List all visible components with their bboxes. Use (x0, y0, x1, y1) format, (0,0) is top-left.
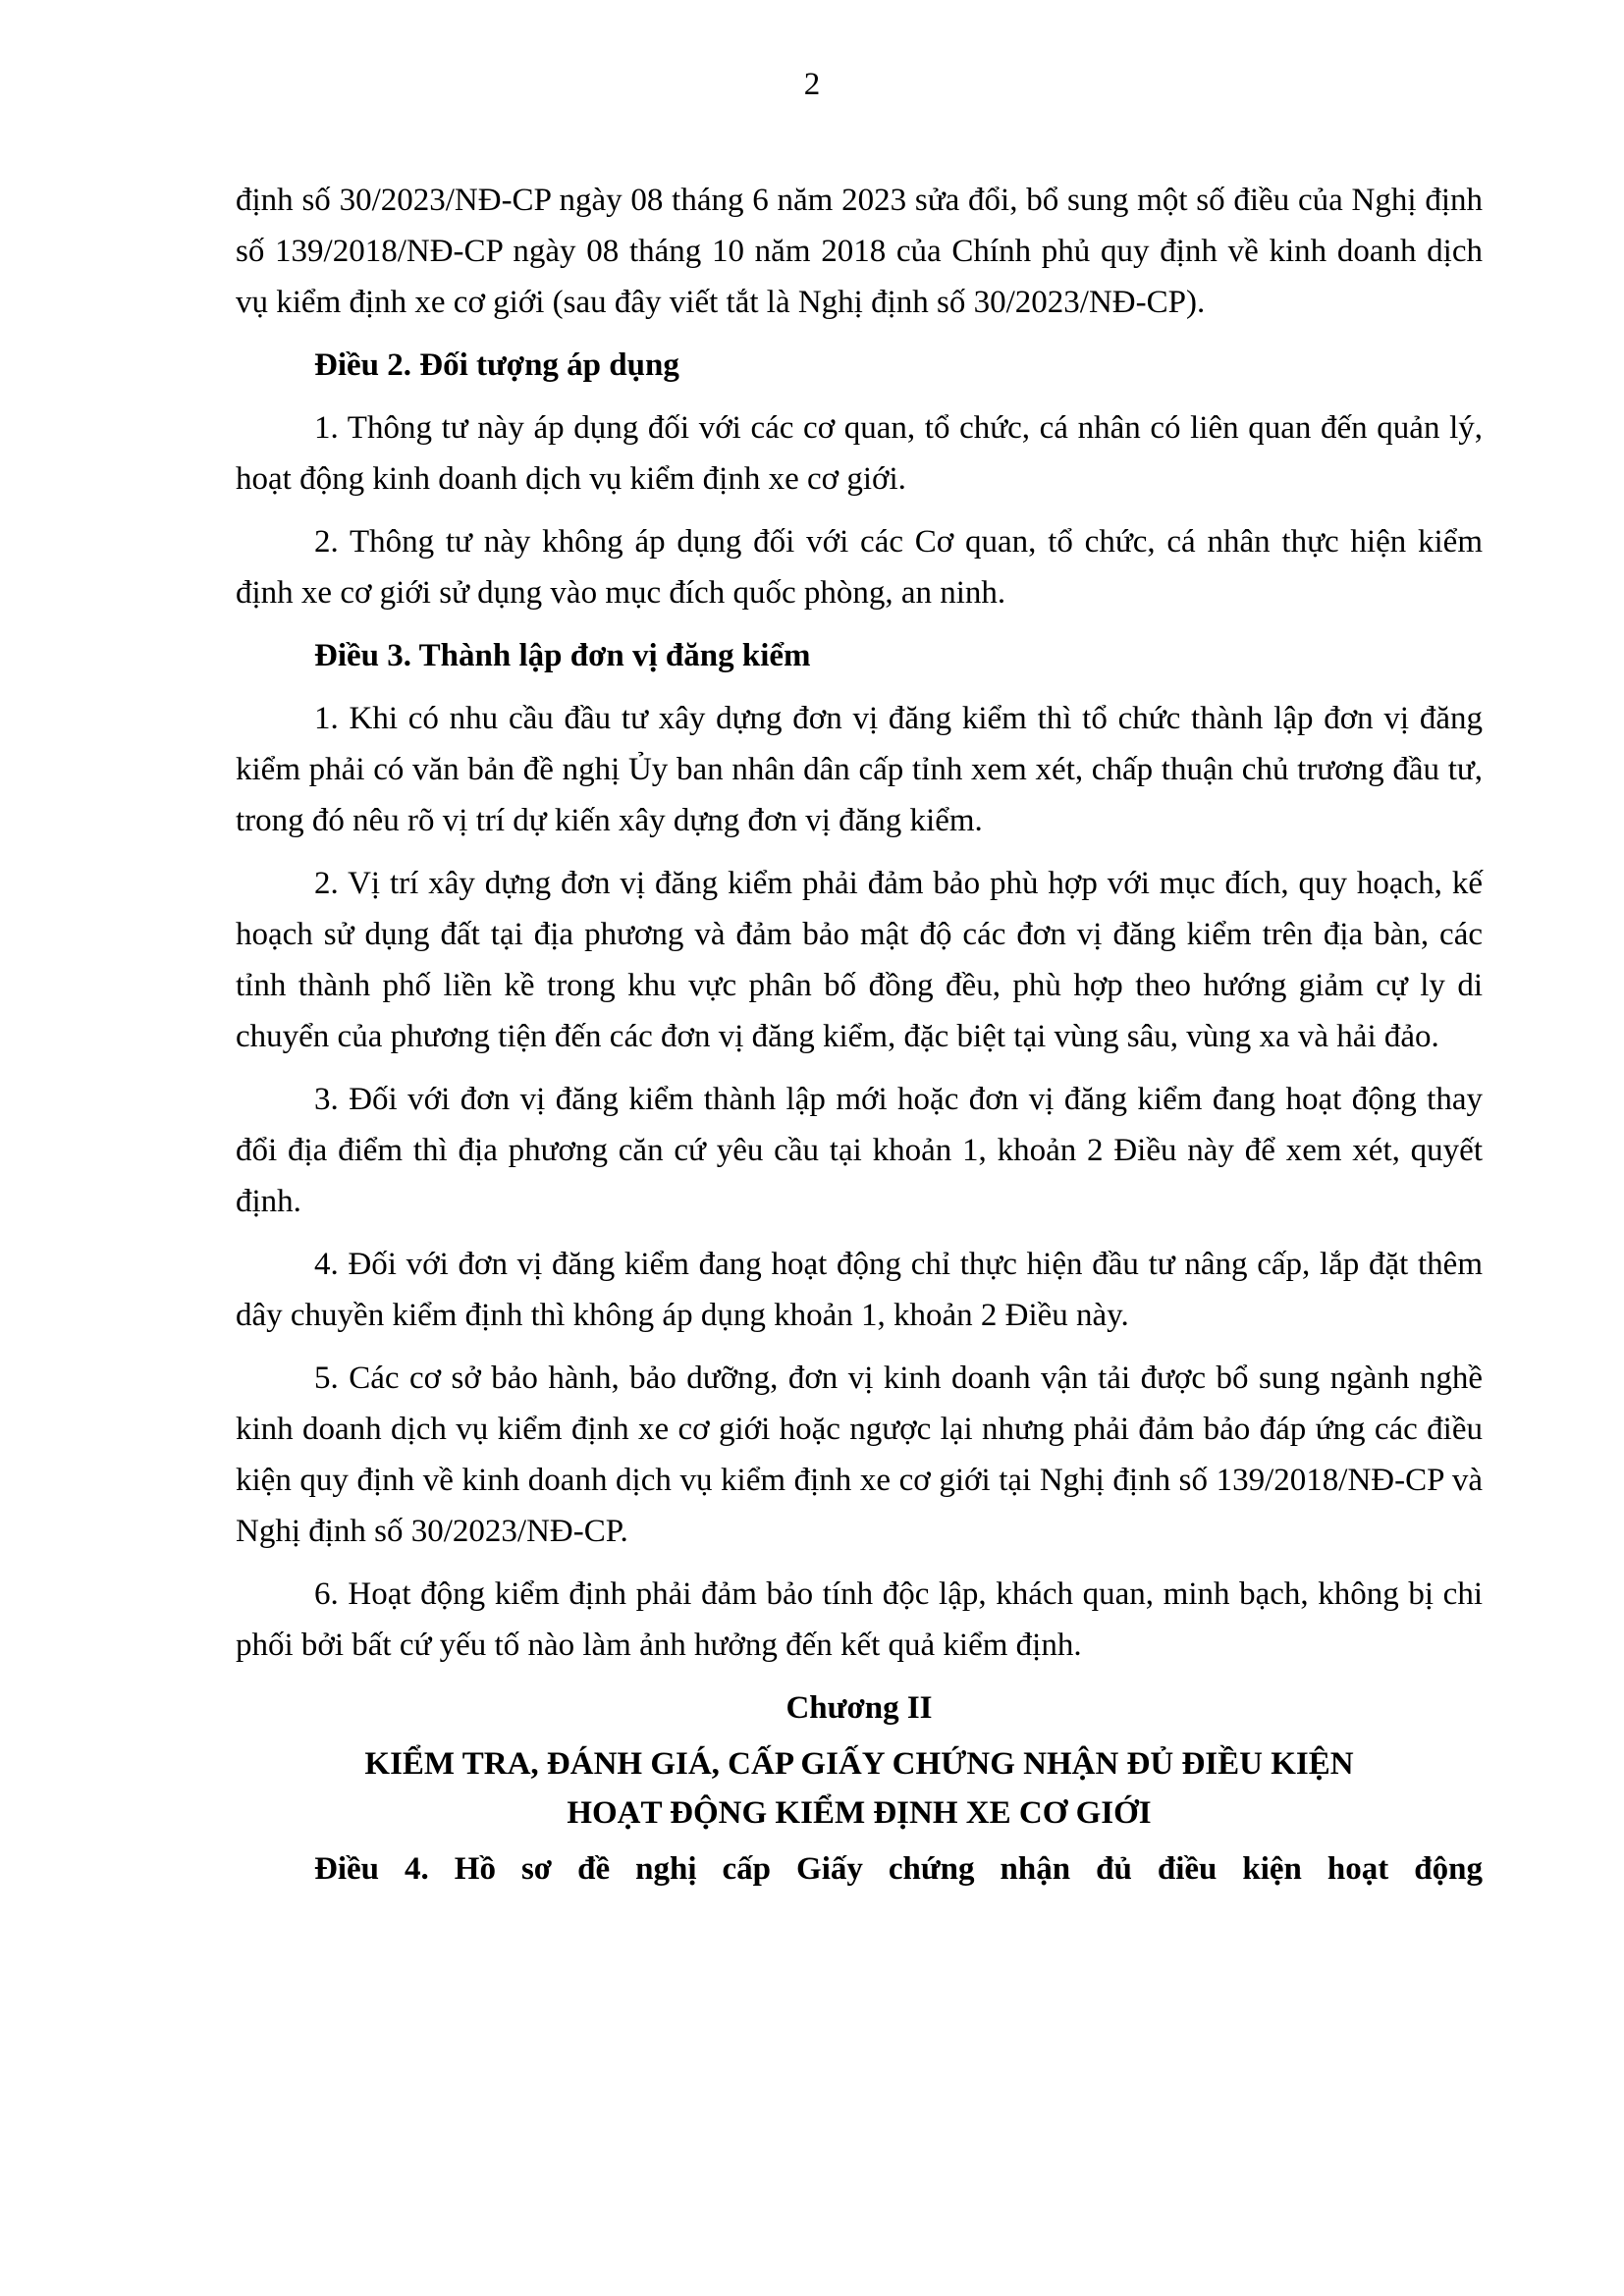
chapter-title-line-1: KIỂM TRA, ĐÁNH GIÁ, CẤP GIẤY CHỨNG NHẬN ĐỦ ĐIỀU KIỆN (364, 1746, 1354, 1782)
article-3-clause-4: 4. Đối với đơn vị đăng kiểm đang hoạt động chỉ thực hiện đầu tư nâng cấp, lắp đặt thêm dây chuyền kiểm định thì không áp dụng khoản 1, khoản 2 Điều này. (236, 1247, 1483, 1333)
article-3-clause-6: 6. Hoạt động kiểm định phải đảm bảo tính độc lập, khách quan, minh bạch, không bị chi phối bởi bất cứ yếu tố nào làm ảnh hưởng đến kết quả kiểm định. (236, 1576, 1483, 1663)
article-2-clause-2: 2. Thông tư này không áp dụng đối với các Cơ quan, tổ chức, cá nhân thực hiện kiểm định xe cơ giới sử dụng vào mục đích quốc phòng, an ninh. (236, 524, 1483, 611)
article-2-clause-1: 1. Thông tư này áp dụng đối với các cơ quan, tổ chức, cá nhân có liên quan đến quản lý, hoạt động kinh doanh dịch vụ kiểm định xe cơ giới. (236, 410, 1483, 497)
chapter-label: Chương II (785, 1690, 933, 1726)
chapter-title (236, 1739, 1483, 1838)
article-3-heading: Điều 3. Thành lập đơn vị đăng kiểm (314, 638, 811, 673)
article-3-clause-1: 1. Khi có nhu cầu đầu tư xây dựng đơn vị đăng kiểm thì tổ chức thành lập đơn vị đăng kiểm phải có văn bản đề nghị Ủy ban nhân dân cấp tỉnh xem xét, chấp thuận chủ trương đầu tư, trong đó nêu rõ vị trí dự kiến xây dựng đơn vị đăng kiểm. (236, 701, 1483, 838)
page-number: 2 (803, 67, 821, 102)
article-3-clause-2: 2. Vị trí xây dựng đơn vị đăng kiểm phải đảm bảo phù hợp với mục đích, quy hoạch, kế hoạch sử dụng đất tại địa phương và đảm bảo mật độ các đơn vị đăng kiểm trên địa bàn, các tỉnh thành phố liền kề trong khu vực phân bố đồng đều, phù hợp theo hướng giảm cự ly di chuyển của phương tiện đến các đơn vị đăng kiểm, đặc biệt tại vùng sâu, vùng xa và hải đảo. (236, 866, 1483, 1054)
article-4-heading: Điều 4. Hồ sơ đề nghị cấp Giấy chứng nhận đủ điều kiện hoạt động (314, 1851, 1483, 1887)
article-3-clause-5: 5. Các cơ sở bảo hành, bảo dưỡng, đơn vị kinh doanh vận tải được bổ sung ngành nghề kinh doanh dịch vụ kiểm định xe cơ giới hoặc ngược lại nhưng phải đảm bảo đáp ứng các điều kiện quy định về kinh doanh dịch vụ kiểm định xe cơ giới tại Nghị định số 139/2018/NĐ-CP và Nghị định số 30/2023/NĐ-CP. (236, 1361, 1483, 1549)
chapter-title-line-2: HOẠT ĐỘNG KIỂM ĐỊNH XE CƠ GIỚI (567, 1795, 1152, 1831)
document-body (236, 175, 1483, 1906)
article-2-heading: Điều 2. Đối tượng áp dụng (314, 347, 679, 383)
paragraph-continuation: định số 30/2023/NĐ-CP ngày 08 tháng 6 năm 2023 sửa đổi, bổ sung một số điều của Nghị định số 139/2018/NĐ-CP ngày 08 tháng 10 năm 2018 của Chính phủ quy định về kinh doanh dịch vụ kiểm định xe cơ giới (sau đây viết tắt là Nghị định số 30/2023/NĐ-CP). (236, 183, 1483, 320)
article-3-clause-3: 3. Đối với đơn vị đăng kiểm thành lập mới hoặc đơn vị đăng kiểm đang hoạt động thay đổi địa điểm thì địa phương căn cứ yêu cầu tại khoản 1, khoản 2 Điều này để xem xét, quyết định. (236, 1082, 1483, 1219)
